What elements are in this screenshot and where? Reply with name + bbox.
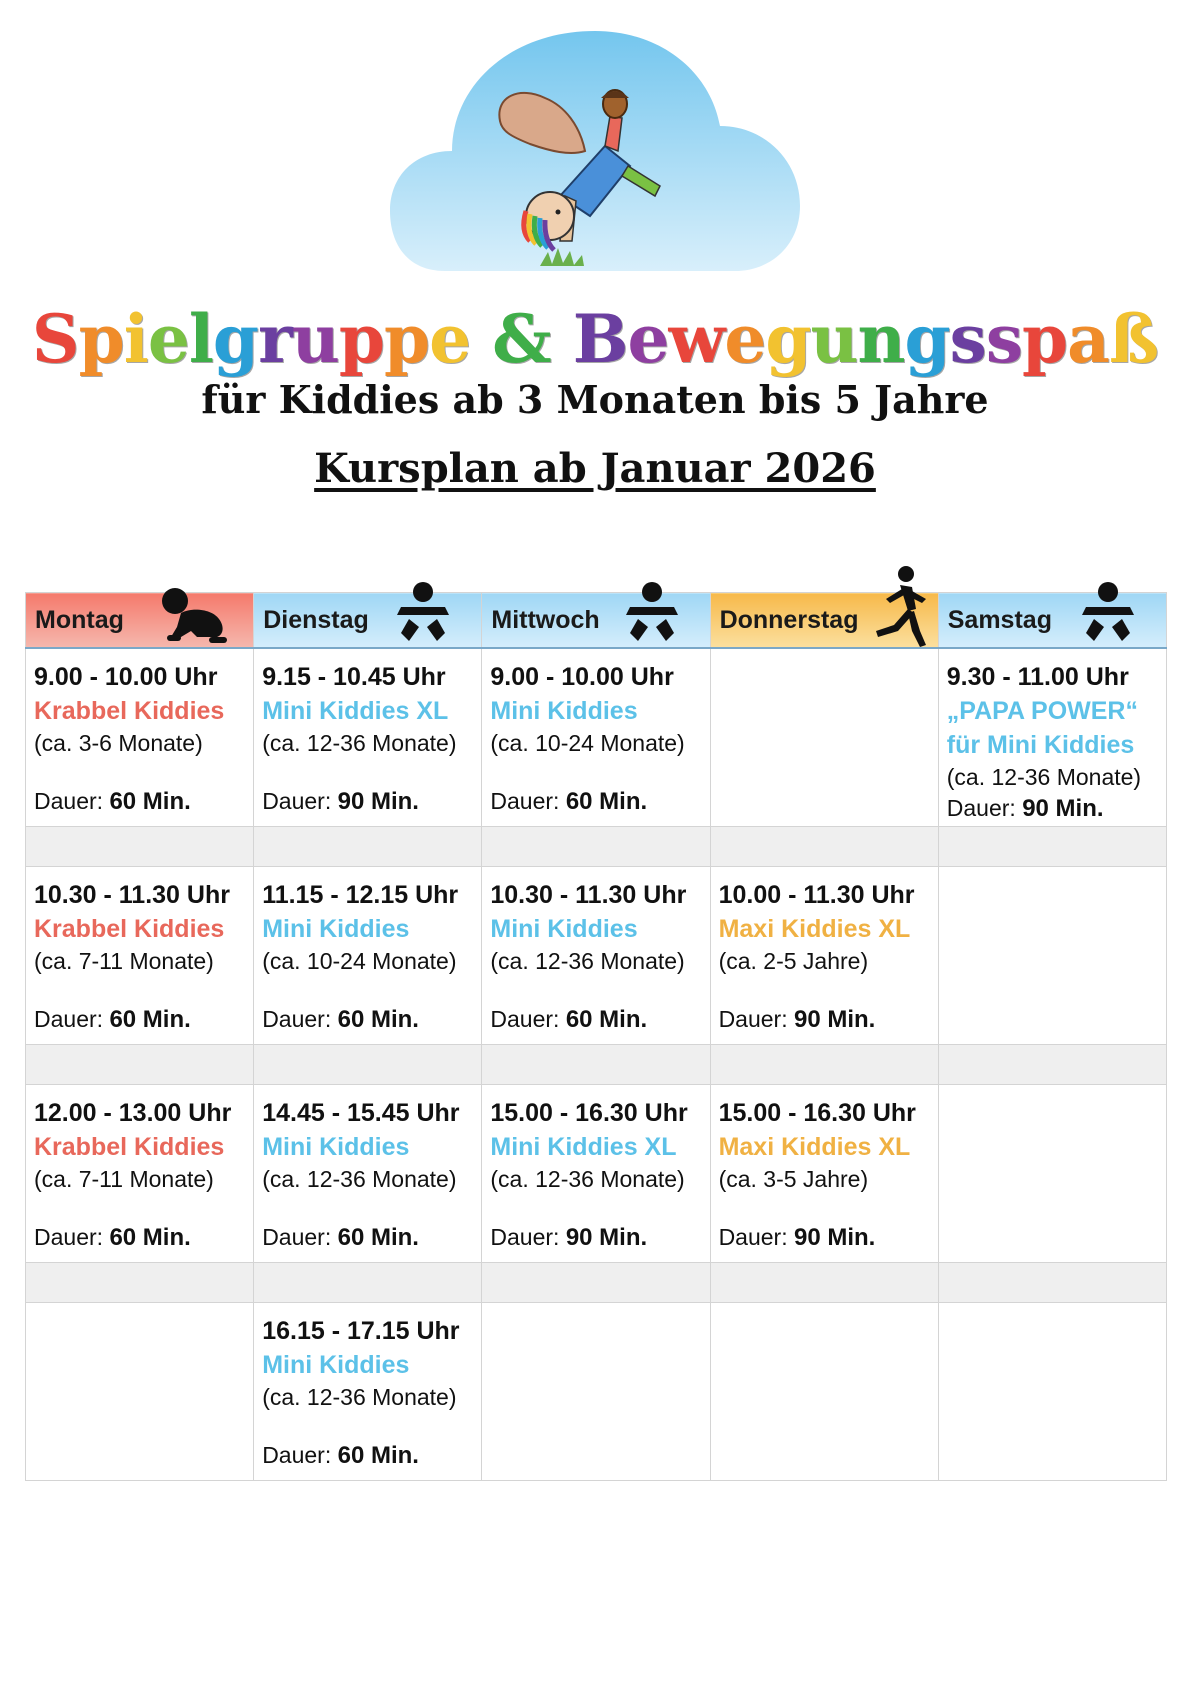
course-time: 11.15 - 12.15 Uhr [262, 881, 459, 909]
course-name: Krabbel Kiddies [34, 915, 225, 943]
course-time: 9.00 - 10.00 Uhr [34, 663, 218, 691]
day-header-dienstag [254, 593, 482, 649]
course-name: Mini Kiddies [490, 697, 638, 725]
course-age: (ca. 12-36 Monate) [490, 1166, 685, 1192]
title-letter: e [429, 300, 471, 378]
title-letter: i [123, 300, 148, 378]
crawling-baby-icon [157, 587, 231, 647]
course-age: (ca. 12-36 Monate) [262, 1166, 457, 1192]
course-name: „PAPA POWER“ [946, 697, 1138, 725]
title-letter: g [765, 300, 811, 378]
course-duration: Dauer: 60 Min. [262, 1006, 419, 1034]
title-letter: p [384, 300, 430, 378]
course-name: Mini Kiddies [262, 915, 410, 943]
title-letter: p [338, 300, 384, 378]
day-label: Mittwoch [491, 605, 600, 634]
day-label: Dienstag [263, 605, 369, 634]
title-letter: & [492, 300, 551, 378]
day-header-row [26, 593, 1167, 649]
course-name: Krabbel Kiddies [34, 697, 225, 725]
title-letter: w [668, 300, 725, 378]
toddler-icon [395, 581, 451, 647]
course-name: Maxi Kiddies XL [718, 915, 911, 943]
title-letter: s [949, 300, 986, 378]
course-slot-mittwoch [482, 648, 710, 827]
course-duration: Dauer: 60 Min. [34, 1224, 191, 1252]
course-duration: Dauer: 90 Min. [946, 795, 1104, 823]
title-letter [470, 300, 492, 378]
title-letter: e [147, 300, 189, 378]
title-letter: e [627, 300, 669, 378]
course-duration: Dauer: 90 Min. [490, 1224, 648, 1252]
course-time: 9.30 - 11.00 Uhr [946, 663, 1129, 691]
course-slot-montag [26, 1085, 254, 1263]
course-slot-donnerstag [710, 1085, 938, 1263]
empty-slot [938, 867, 1166, 1045]
cartwheel-kid-cloud-logo [390, 26, 800, 276]
title-letter: ß [1108, 300, 1159, 378]
course-duration: Dauer: 60 Min. [262, 1442, 419, 1470]
page-subtitle: für Kiddies ab 3 Monaten bis 5 Jahre [201, 377, 989, 422]
course-duration: Dauer: 60 Min. [262, 1224, 419, 1252]
empty-slot [710, 1303, 938, 1481]
course-age: (ca. 12-36 Monate) [490, 948, 685, 974]
title-letter: r [258, 300, 292, 378]
page-title [0, 300, 1190, 378]
day-header-montag [26, 593, 254, 649]
empty-slot [938, 1303, 1166, 1481]
course-time: 9.15 - 10.45 Uhr [262, 663, 446, 691]
course-slot-montag [26, 867, 254, 1045]
day-label: Donnerstag [719, 605, 859, 634]
empty-slot [26, 1303, 254, 1481]
day-label: Samstag [947, 605, 1052, 634]
course-name: Mini Kiddies XL [262, 697, 449, 725]
title-letter: p [1022, 300, 1068, 378]
course-time: 10.00 - 11.30 Uhr [718, 881, 915, 909]
course-time: 14.45 - 15.45 Uhr [262, 1099, 460, 1127]
course-name: Mini Kiddies [262, 1133, 410, 1161]
title-letter: s [985, 300, 1022, 378]
course-slot-mittwoch [482, 1085, 710, 1263]
course-slot-mittwoch [482, 867, 710, 1045]
spacer-row [26, 1263, 1167, 1303]
course-age: (ca. 3-6 Monate) [34, 730, 203, 756]
course-duration: Dauer: 60 Min. [490, 788, 648, 816]
course-age: (ca. 10-24 Monate) [490, 730, 685, 756]
course-slot-dienstag [254, 648, 482, 827]
spacer-row [26, 1045, 1167, 1085]
course-name: Maxi Kiddies XL [718, 1133, 911, 1161]
course-time: 16.15 - 17.15 Uhr [262, 1317, 460, 1345]
schedule-title: Kursplan ab Januar 2026 [314, 445, 876, 492]
course-age: (ca. 10-24 Monate) [262, 948, 457, 974]
course-time: 15.00 - 16.30 Uhr [718, 1099, 916, 1127]
course-duration: Dauer: 60 Min. [490, 1006, 648, 1034]
course-name: Mini Kiddies [490, 915, 638, 943]
title-letter: g [904, 300, 950, 378]
course-age: (ca. 12-36 Monate) [262, 1384, 457, 1410]
day-header-donnerstag [710, 593, 938, 649]
course-slot-dienstag [254, 1085, 482, 1263]
course-duration: Dauer: 60 Min. [34, 788, 191, 816]
course-time: 15.00 - 16.30 Uhr [490, 1099, 688, 1127]
course-name: Krabbel Kiddies [34, 1133, 225, 1161]
day-header-mittwoch [482, 593, 710, 649]
course-slot-samstag [938, 648, 1166, 827]
title-letter: B [572, 300, 628, 378]
title-letter [551, 300, 573, 378]
schedule-row [26, 867, 1167, 1045]
course-age: (ca. 3-5 Jahre) [718, 1166, 869, 1192]
empty-slot [482, 1303, 710, 1481]
schedule-row [26, 1085, 1167, 1263]
schedule-table [25, 592, 1167, 1481]
course-age: (ca. 12-36 Monate) [946, 764, 1142, 790]
course-age: (ca. 7-11 Monate) [34, 948, 214, 974]
day-header-samstag [938, 593, 1166, 649]
running-child-icon [872, 565, 930, 649]
course-name: Mini Kiddies XL [490, 1133, 677, 1161]
course-duration: Dauer: 90 Min. [262, 788, 419, 816]
title-letter: p [78, 300, 124, 378]
course-duration: Dauer: 60 Min. [34, 1006, 191, 1034]
course-time: 12.00 - 13.00 Uhr [34, 1099, 232, 1127]
toddler-icon [624, 581, 680, 647]
course-time: 10.30 - 11.30 Uhr [490, 881, 687, 909]
schedule-row [26, 648, 1167, 827]
title-letter: n [857, 300, 905, 378]
title-letter: a [1067, 300, 1109, 378]
title-letter: g [212, 300, 259, 378]
course-slot-dienstag [254, 867, 482, 1045]
title-letter: u [291, 300, 339, 378]
course-name: Mini Kiddies [262, 1351, 410, 1379]
course-duration: Dauer: 90 Min. [718, 1006, 876, 1034]
course-age: (ca. 12-36 Monate) [262, 730, 457, 756]
course-slot-donnerstag [710, 867, 938, 1045]
course-name-line2: für Mini Kiddies [946, 731, 1135, 759]
course-slot-montag [26, 648, 254, 827]
course-time: 10.30 - 11.30 Uhr [34, 881, 230, 909]
title-letter: l [188, 300, 213, 378]
schedule-row [26, 1303, 1167, 1481]
spacer-row [26, 827, 1167, 867]
day-label: Montag [35, 605, 124, 634]
course-age: (ca. 2-5 Jahre) [718, 948, 869, 974]
course-duration: Dauer: 90 Min. [718, 1224, 876, 1252]
empty-slot [710, 648, 938, 827]
title-letter: e [724, 300, 766, 378]
course-time: 9.00 - 10.00 Uhr [490, 663, 674, 691]
title-letter: S [31, 300, 79, 378]
course-slot-dienstag [254, 1303, 482, 1481]
toddler-icon [1080, 581, 1136, 647]
empty-slot [938, 1085, 1166, 1263]
title-letter: u [810, 300, 858, 378]
course-age: (ca. 7-11 Monate) [34, 1166, 214, 1192]
